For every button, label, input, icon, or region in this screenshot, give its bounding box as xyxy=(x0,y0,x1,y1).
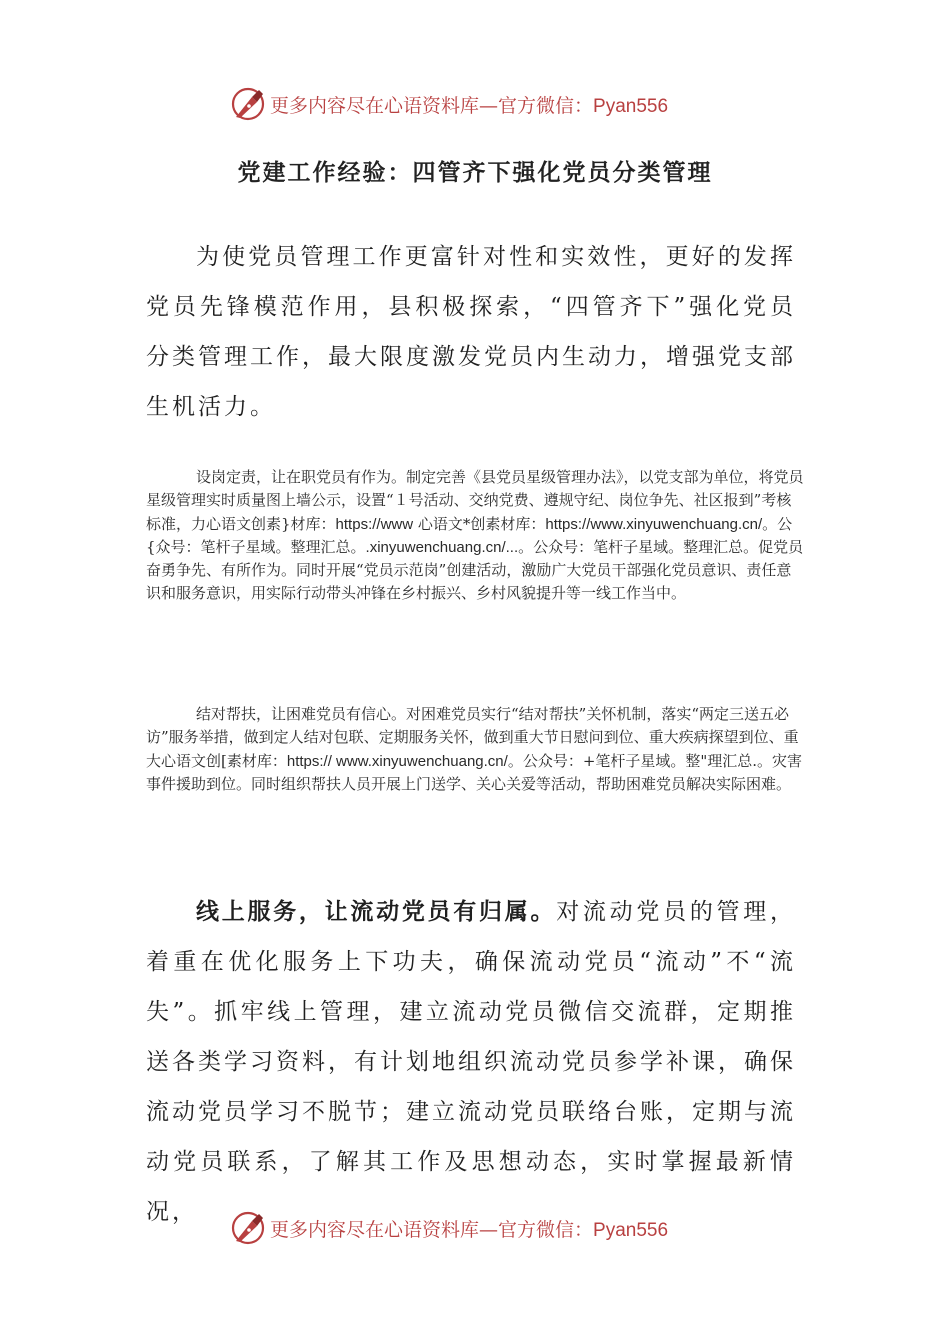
header-banner xyxy=(228,84,748,124)
section1-url-b: https://www.xinyuwenchuang.cn/ xyxy=(545,515,763,533)
section1-text-b: 心语文*创素材库： xyxy=(417,514,546,533)
section2-text-a: 结对帮扶，让困难党员有信心。对困难党员实行“结对帮扶”关怀机制，落实“两定三送五必访”服务举措，做到定人结对包联、定期服务关怀，做到重大节日慰问到位、重大疾病探望到位、重大心语文创[素材库： xyxy=(146,705,799,770)
footer-banner xyxy=(228,1208,748,1248)
section3-paragraph xyxy=(146,887,796,1237)
section3-body: 对流动党员的管理，着重在优化服务上下功夫，确保流动党员“流动”不“流失”。抓牢线上管理，建立流动党员微信交流群，定期推送各类学习资料，有计划地组织流动党员参学补课，确保流动党员学习不脱节；建立流动党员联络台账，定期与流动党员联系，了解其工作及思想动态，实时掌握最新情况， xyxy=(146,899,797,1225)
section2-paragraph xyxy=(146,703,806,796)
banner-text xyxy=(270,1215,668,1242)
section1-url-c: .xinyuwenchuang.cn/... xyxy=(365,538,519,556)
banner-text-cn: 更多内容尽在心语资料库—官方微信： xyxy=(270,94,594,117)
section1-paragraph xyxy=(146,466,806,606)
banner-text xyxy=(270,91,668,118)
pen-nib-logo-icon xyxy=(228,84,268,124)
intro-paragraph: 为使党员管理工作更富针对性和实效性，更好的发挥党员先锋模范作用，县积极探索，“四管齐下”强化党员分类管理工作，最大限度激发党员内生动力，增强党支部生机活力。 xyxy=(146,244,796,420)
section2-text-b: 。公众号：+笔杆子星域。整"理汇总.。灾害事件援助到位。同时组织帮扶人员开展上门送学、关心关爱等活动，帮助困难党员解决实际困难。 xyxy=(146,751,803,793)
section1-text-d: 。公众号：笔杆子星域。整理汇总。促党员奋勇争先、有所作为。同时开展“党员示范岗”创建活动，激励广大党员干部强化党员意识、责任意识和服务意识，用实际行动带头冲锋在乡村振兴、乡村风貌提升等一线工作当中。 xyxy=(146,537,804,603)
section1-url-a: https://www xyxy=(335,515,414,533)
section1-text-a: 设岗定责，让在职党员有作为。制定完善《县党员星级管理办法》，以党支部为单位，将党员星级管理实时质量图上墙公示，设置“１号活动、交纳党费、遵规守纪、岗位争先、社区报到”考核标准，力心语文创素}材库： xyxy=(146,468,804,533)
section2-url-a: https:// www.xinyuwenchuang.cn/ xyxy=(286,752,508,770)
section1-text-c: 。公{众号：笔杆子星域。整理汇总。 xyxy=(146,514,793,556)
banner-account: Pyan556 xyxy=(593,95,669,117)
section3-heading: 线上服务，让流动党员有归属。 xyxy=(196,899,557,925)
pen-nib-logo-icon xyxy=(228,1208,268,1248)
banner-text-cn: 更多内容尽在心语资料库—官方微信： xyxy=(270,1218,594,1241)
banner-account: Pyan556 xyxy=(593,1219,669,1241)
page-title: 党建工作经验：四管齐下强化党员分类管理 xyxy=(237,160,713,186)
